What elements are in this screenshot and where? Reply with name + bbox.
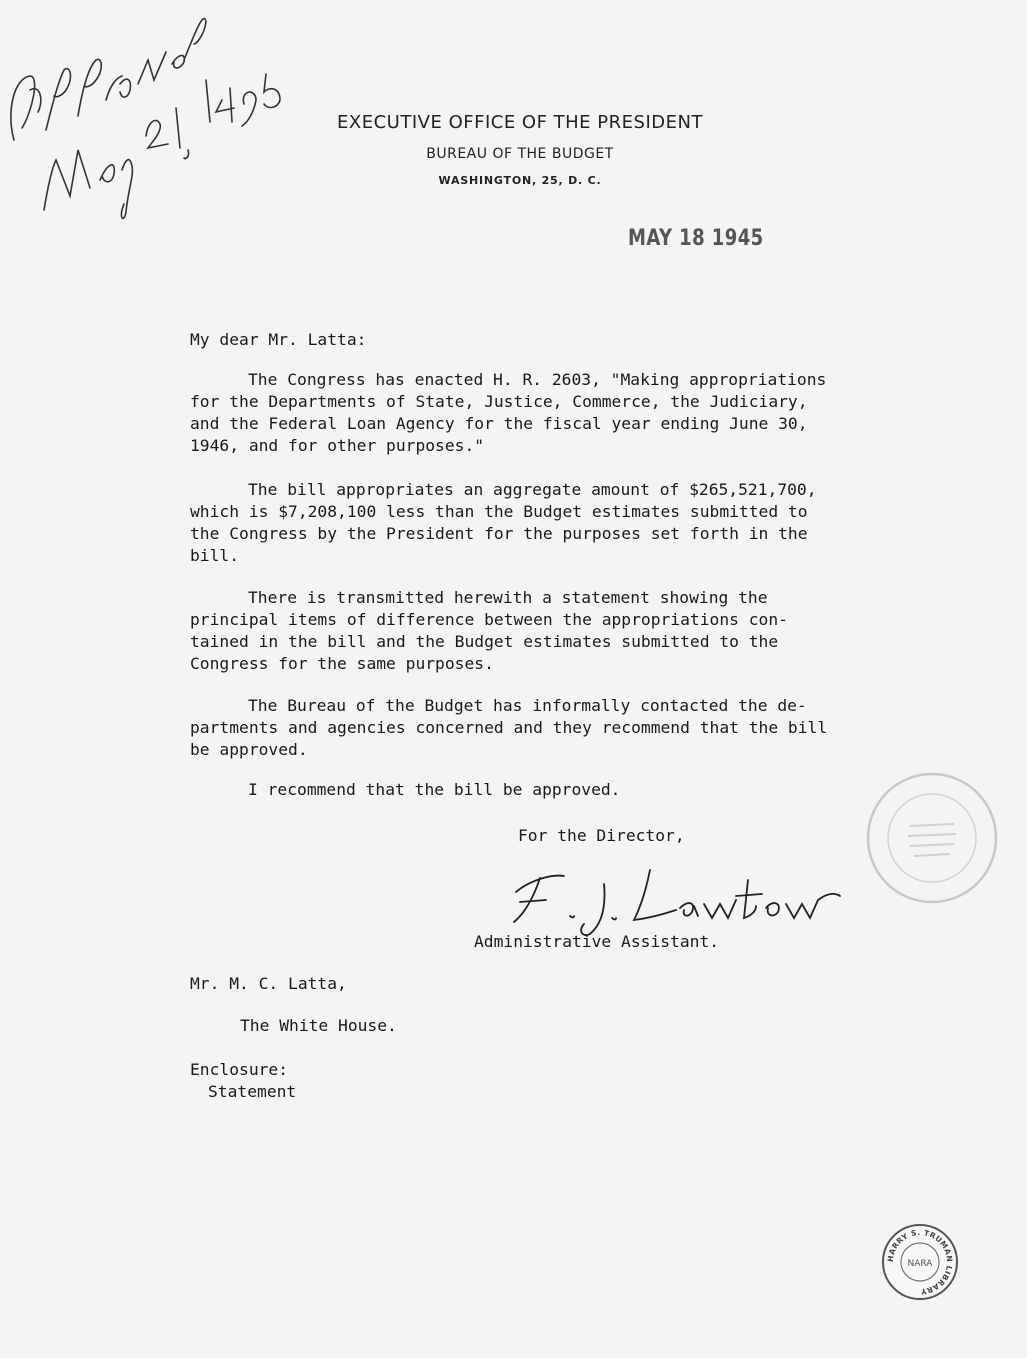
- enclosure-item: Statement: [208, 1082, 297, 1101]
- paragraph-line: The bill appropriates an aggregate amount of $265,521,700,: [248, 480, 817, 499]
- enclosure-label: Enclosure:: [190, 1060, 289, 1079]
- paragraph-line: bill.: [190, 546, 240, 565]
- signer-title: Administrative Assistant.: [474, 932, 720, 951]
- paragraph-line: Congress for the same purposes.: [190, 654, 494, 673]
- paragraph-line: which is $7,208,100 less than the Budget estimates submitted to: [190, 502, 808, 521]
- paragraph-line: and the Federal Loan Agency for the fiscal year ending June 30,: [190, 414, 808, 433]
- paragraph-line: principal items of difference between the appropriations con-: [190, 610, 788, 629]
- addressee-name: Mr. M. C. Latta,: [190, 974, 347, 993]
- paragraph-line: for the Departments of State, Justice, Commerce, the Judiciary,: [190, 392, 808, 411]
- date-stamp: MAY 18 1945: [628, 226, 764, 251]
- paragraph-line: I recommend that the bill be approved.: [248, 780, 621, 799]
- letterhead-title: EXECUTIVE OFFICE OF THE PRESIDENT: [337, 112, 703, 133]
- closing: For the Director,: [518, 826, 685, 845]
- letterhead-bureau: BUREAU OF THE BUDGET: [426, 146, 614, 162]
- paragraph-line: partments and agencies concerned and they recommend that the bill: [190, 718, 828, 737]
- paragraph-line: be approved.: [190, 740, 308, 759]
- addressee-place: The White House.: [240, 1016, 397, 1035]
- nara-library-seal: [880, 1222, 960, 1302]
- letterhead-address: WASHINGTON, 25, D. C.: [438, 174, 602, 187]
- salutation: My dear Mr. Latta:: [190, 330, 367, 349]
- seal-ring-text: HARRY S. TRUMAN LIBRARY: [885, 1227, 955, 1297]
- paragraph-line: tained in the bill and the Budget estimates submitted to the: [190, 632, 779, 651]
- paragraph-line: The Congress has enacted H. R. 2603, "Making appropriations: [248, 370, 827, 389]
- signature: [500, 850, 860, 940]
- paragraph-line: There is transmitted herewith a statement showing the: [248, 588, 768, 607]
- paragraph-line: 1946, and for other purposes.": [190, 436, 485, 455]
- paragraph-line: the Congress by the President for the purposes set forth in the: [190, 524, 808, 543]
- library-seal: [858, 770, 1027, 910]
- seal-center-text: NARA: [907, 1259, 933, 1269]
- paragraph-line: The Bureau of the Budget has informally contacted the de-: [248, 696, 807, 715]
